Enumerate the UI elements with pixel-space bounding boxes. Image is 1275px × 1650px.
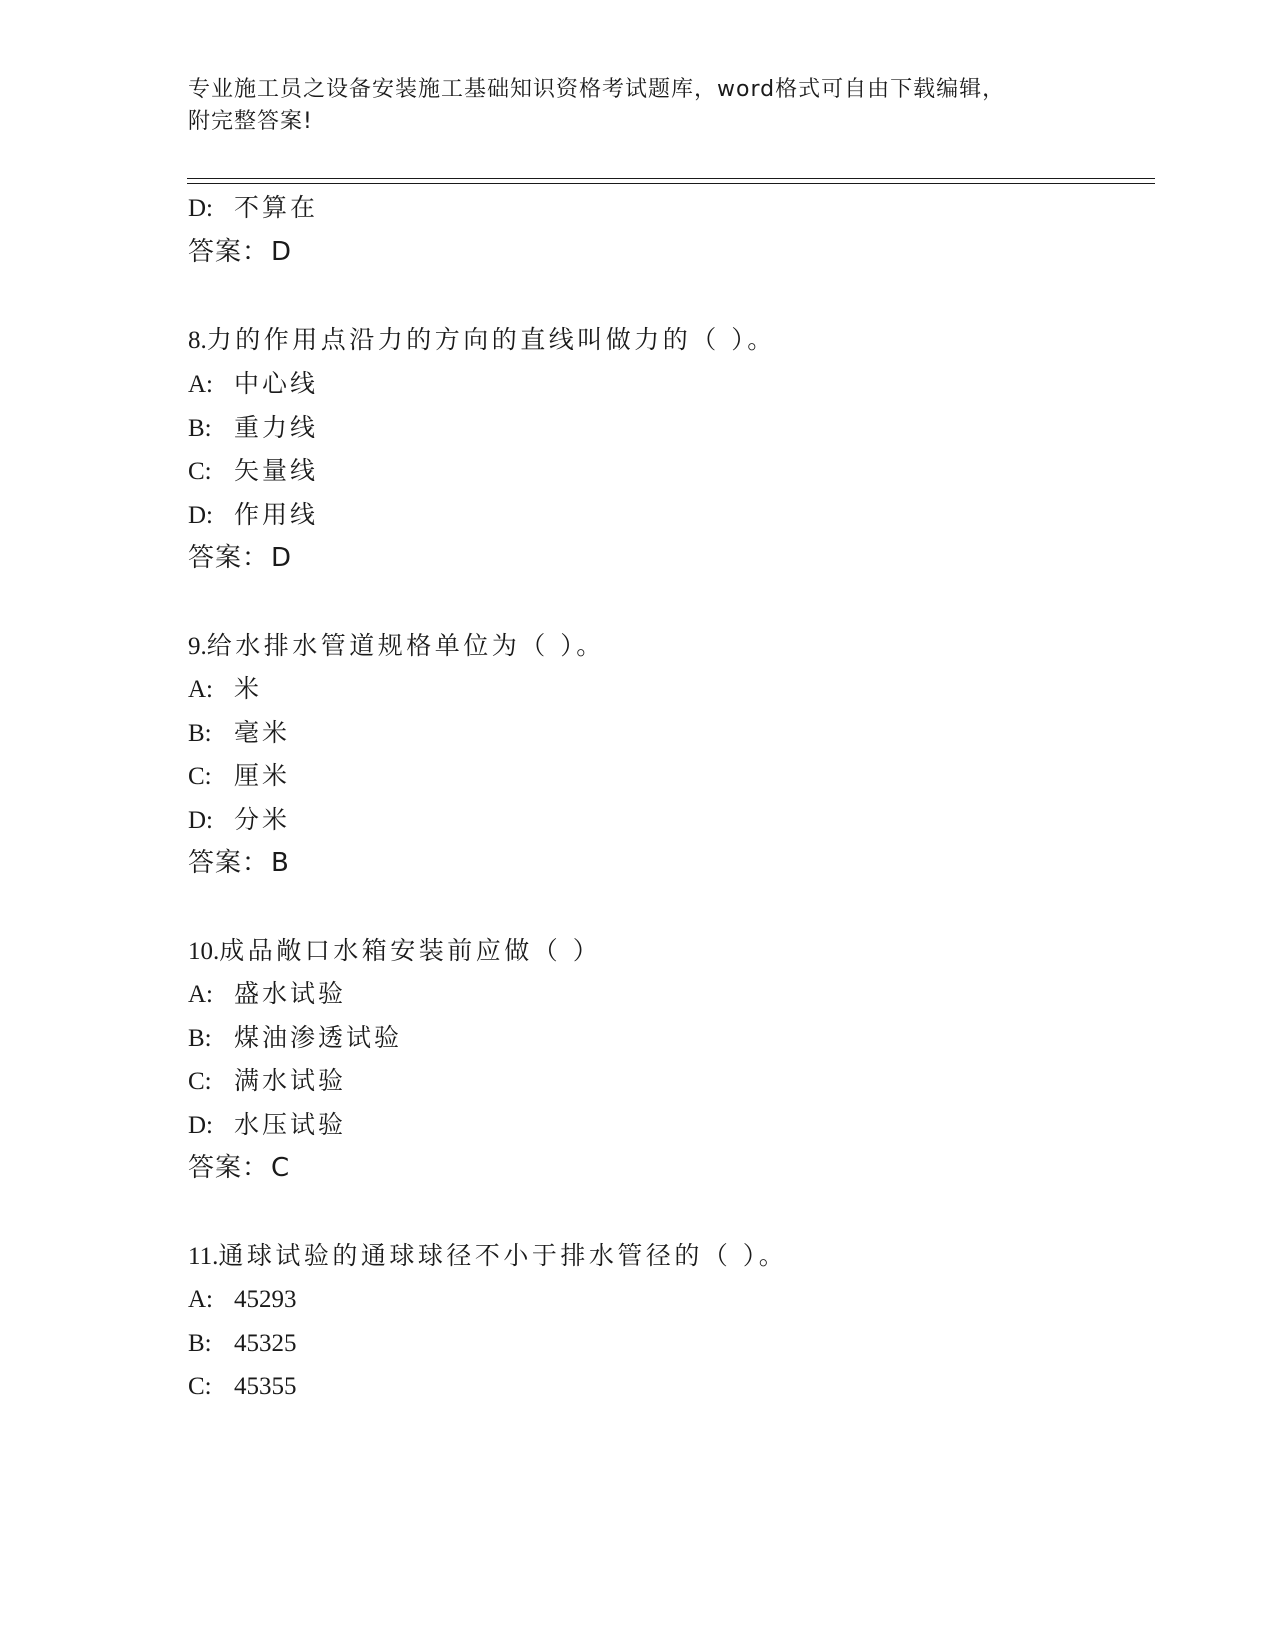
option-label: B: — [188, 720, 212, 747]
q9-option-c — [188, 760, 290, 793]
option-label: C: — [188, 458, 212, 485]
option-text: 重力线 — [234, 413, 319, 442]
option-label: B: — [188, 1025, 212, 1052]
answer-label: 答案： — [188, 237, 270, 267]
q10-option-d — [188, 1109, 346, 1142]
q8-option-b — [188, 412, 318, 445]
option-label: B: — [188, 1330, 212, 1357]
option-text: 毫米 — [234, 718, 291, 747]
header-line-2: 附完整答案! — [188, 109, 313, 134]
question-text: 给水排水管道规格单位为（ ）。 — [206, 631, 605, 660]
option-label: C: — [188, 763, 212, 790]
option-text: 中心线 — [234, 369, 319, 398]
option-text: 不算在 — [234, 193, 319, 222]
option-text: 盛水试验 — [234, 979, 347, 1008]
question-9 — [188, 630, 605, 663]
option-text: 水压试验 — [234, 1110, 347, 1139]
option-label: D: — [188, 807, 213, 834]
q8-answer — [188, 542, 292, 574]
answer-value: D — [271, 237, 293, 267]
q11-option-c — [188, 1370, 297, 1403]
option-label: A: — [188, 676, 213, 703]
option-label: D: — [188, 502, 213, 529]
q9-option-a — [188, 673, 262, 706]
q8-option-c — [188, 455, 318, 488]
answer-value: C — [271, 1153, 291, 1183]
q8-option-a — [188, 368, 318, 401]
option-label: C: — [188, 1373, 212, 1400]
q10-option-b — [188, 1022, 402, 1055]
answer-value: B — [271, 848, 290, 878]
option-text: 45293 — [234, 1286, 297, 1313]
answer-label: 答案： — [188, 1153, 270, 1183]
question-8 — [188, 324, 776, 357]
question-text: 通球试验的通球球径不小于排水管径的（ ）。 — [218, 1241, 788, 1270]
header-rule-top — [187, 178, 1155, 179]
option-text: 满水试验 — [234, 1066, 347, 1095]
option-text: 分米 — [234, 805, 291, 834]
option-label: D: — [188, 1112, 213, 1139]
option-text: 45325 — [234, 1330, 297, 1357]
document-header — [188, 74, 1088, 138]
option-label: A: — [188, 981, 213, 1008]
option-text: 矢量线 — [234, 456, 319, 485]
option-text: 厘米 — [234, 761, 291, 790]
q10-option-c — [188, 1065, 346, 1098]
option-label: D: — [188, 195, 213, 222]
q9-answer — [188, 847, 290, 879]
option-text: 米 — [234, 674, 263, 703]
q10-option-a — [188, 978, 346, 1011]
answer-value: D — [271, 543, 293, 573]
header-line-1: 专业施工员之设备安装施工基础知识资格考试题库，word格式可自由下载编辑， — [188, 77, 1006, 102]
question-11 — [188, 1240, 787, 1273]
question-text: 成品敞口水箱安装前应做（ ） — [219, 936, 602, 965]
header-rule-bottom — [187, 183, 1155, 184]
question-number: 8. — [188, 327, 207, 354]
option-label: C: — [188, 1068, 212, 1095]
q10-answer — [188, 1152, 290, 1184]
prev-answer — [188, 236, 292, 268]
option-text: 煤油渗透试验 — [234, 1023, 403, 1052]
answer-label: 答案： — [188, 543, 270, 573]
q11-option-b — [188, 1327, 297, 1360]
option-text: 作用线 — [234, 500, 319, 529]
option-text: 45355 — [234, 1373, 297, 1400]
option-label: B: — [188, 415, 212, 442]
q9-option-b — [188, 717, 290, 750]
question-number: 11. — [188, 1243, 219, 1270]
answer-label: 答案： — [188, 848, 270, 878]
option-label: A: — [188, 1286, 213, 1313]
question-10 — [188, 935, 601, 968]
prev-option-d — [188, 192, 318, 225]
question-number: 10. — [188, 938, 220, 965]
option-label: A: — [188, 371, 213, 398]
question-text: 力的作用点沿力的方向的直线叫做力的（ ）。 — [206, 325, 776, 354]
question-number: 9. — [188, 633, 207, 660]
q9-option-d — [188, 804, 290, 837]
q8-option-d — [188, 499, 318, 532]
q11-option-a — [188, 1283, 297, 1316]
